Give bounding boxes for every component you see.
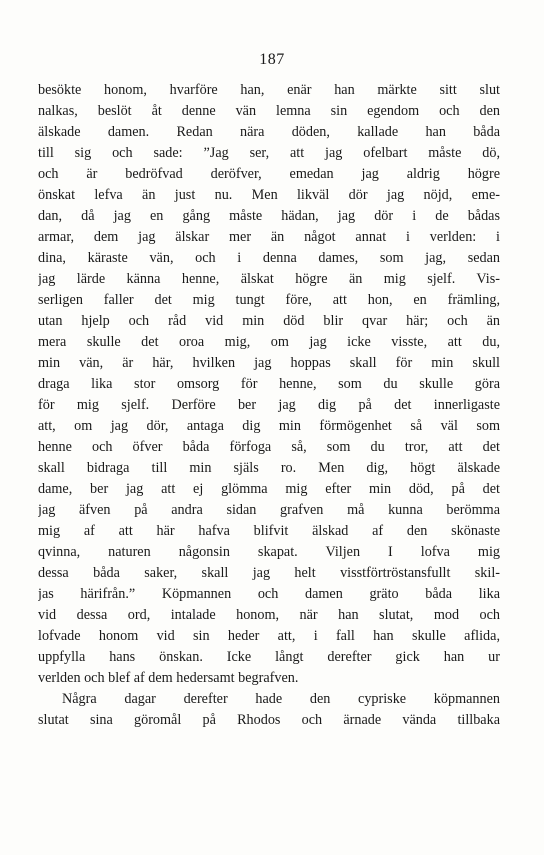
page-number: 187 — [259, 51, 285, 68]
text-line: nalkas, beslöt åt denne vän lemna sin egendom och den — [38, 103, 500, 119]
text-line: min vän, är här, hvilken jag hoppas skall för min skull — [38, 355, 500, 371]
text-line: jas härifrån.” Köpmannen och damen gräto båda lika — [38, 586, 500, 602]
text-line: dan, då jag en gång måste hädan, jag dör i de bådas — [38, 208, 500, 224]
text-line: draga lika stor omsorg för henne, som du skulle göra — [38, 376, 500, 392]
text-line: slutat sina göromål på Rhodos och ärnade vända tillbaka — [38, 712, 500, 728]
text-line: till sig och sade: ”Jag ser, att jag ofelbart måste dö, — [38, 145, 500, 161]
text-line: henne och öfver båda förfoga så, som du tror, att det — [38, 439, 500, 455]
text-line: önskat lefva än just nu. Men likväl dör jag nöjd, eme- — [38, 187, 500, 203]
text-line: mig af att här hafva blifvit älskad af den skönaste — [38, 523, 500, 539]
text-line: dessa båda saker, skall jag helt visstförtröstansfullt skil- — [38, 565, 500, 581]
text-line: uppfylla hans önskan. Icke långt derefter gick han ur — [38, 649, 500, 665]
text-line: jag äfven på andra sidan grafven må kunna berömma — [38, 502, 500, 518]
text-line: att, om jag dör, antaga dig min förmögenhet så väl som — [38, 418, 500, 434]
text-line: mera skulle det oroa mig, om jag icke visste, att du, — [38, 334, 500, 350]
body-text — [38, 80, 500, 731]
text-line: dina, käraste vän, och i denna dames, som jag, sedan — [38, 250, 500, 266]
text-line: serligen faller det mig tungt före, att hon, en främling, — [38, 292, 500, 308]
text-line: älskade damen. Redan nära döden, kallade han båda — [38, 124, 500, 140]
text-line: jag lärde känna henne, älskat högre än mig sjelf. Vis- — [38, 271, 500, 287]
text-line: vid dessa ord, intalade honom, när han slutat, mod och — [38, 607, 500, 623]
text-line: armar, dem jag älskar mer än något annat i verlden: i — [38, 229, 500, 245]
text-line: verlden och blef af dem hedersamt begrafven. — [38, 670, 299, 686]
text-line: utan hjelp och råd vid min död blir qvar här; och än — [38, 313, 500, 329]
text-line: och är bedröfvad deröfver, emedan jag aldrig högre — [38, 166, 500, 182]
text-line: för mig sjelf. Derföre ber jag dig på det innerligaste — [38, 397, 500, 413]
text-line: skall bidraga till min själs ro. Men dig, högt älskade — [38, 460, 500, 476]
text-line: qvinna, naturen någonsin skapat. Viljen I lofva mig — [38, 544, 500, 560]
text-line: lofvade honom vid sin heder att, i fall han skulle aflida, — [38, 628, 500, 644]
text-line: Några dagar derefter hade den cypriske köpmannen — [62, 691, 500, 707]
text-line: besökte honom, hvarföre han, enär han märkte sitt slut — [38, 82, 500, 98]
text-line: dame, ber jag att ej glömma mig efter min död, på det — [38, 481, 500, 497]
